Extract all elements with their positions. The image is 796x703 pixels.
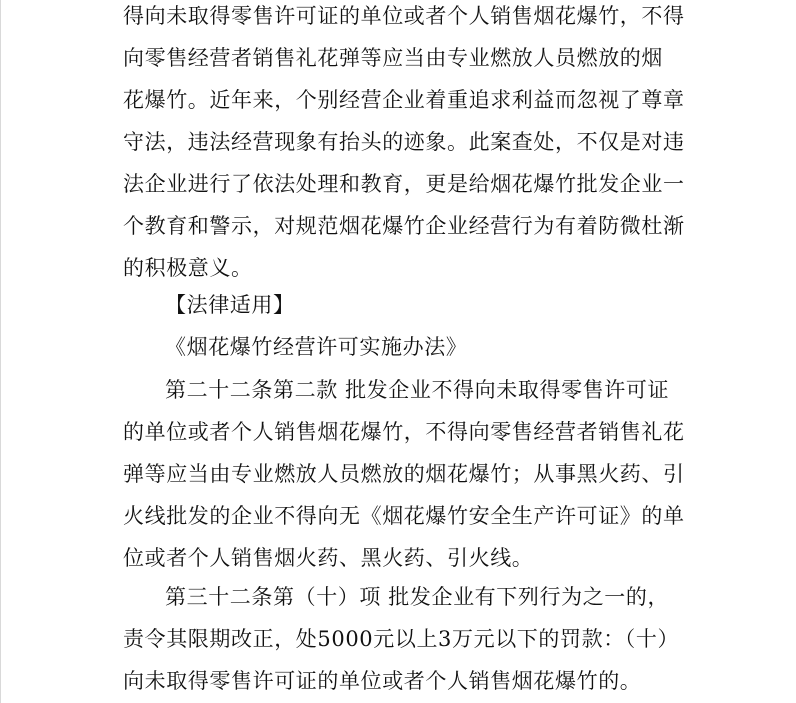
page-left-edge	[0, 0, 1, 703]
article-line: 的单位或者个人销售烟花爆竹，不得向零售经营者销售礼花	[123, 420, 685, 444]
paragraph-line: 法企业进行了依法处理和教育，更是给烟花爆竹批发企业一	[123, 172, 685, 196]
paragraph-line: 的积极意义。	[123, 256, 253, 280]
article-line: 责令其限期改正，处5000元以上3万元以下的罚款：（十）	[123, 627, 680, 651]
paragraph-line: 个教育和警示，对规范烟花爆竹企业经营行为有着防微杜渐	[123, 214, 685, 238]
paragraph-line: 向零售经营者销售礼花弹等应当由专业燃放人员燃放的烟	[123, 46, 663, 70]
paragraph-line: 守法，违法经营现象有抬头的迹象。此案查处，不仅是对违	[123, 130, 685, 154]
paragraph-line: 花爆竹。近年来，个别经营企业着重追求利益而忽视了尊章	[123, 88, 685, 112]
article-line: 弹等应当由专业燃放人员燃放的烟花爆竹；从事黑火药、引	[123, 462, 685, 486]
article-line: 第二十二条第二款 批发企业不得向未取得零售许可证	[165, 378, 670, 402]
article-line: 位或者个人销售烟火药、黑火药、引火线。	[123, 546, 534, 570]
section-heading: 【法律适用】	[165, 293, 295, 317]
regulation-title: 《烟花爆竹经营许可实施办法》	[165, 335, 468, 359]
paragraph-line: 得向未取得零售许可证的单位或者个人销售烟花爆竹，不得	[123, 4, 685, 28]
article-line: 向未取得零售许可证的单位或者个人销售烟花爆竹的。	[123, 669, 642, 693]
article-line: 火线批发的企业不得向无《烟花爆竹安全生产许可证》的单	[123, 504, 685, 528]
article-line: 第三十二条第（十）项 批发企业有下列行为之一的，	[165, 585, 670, 609]
